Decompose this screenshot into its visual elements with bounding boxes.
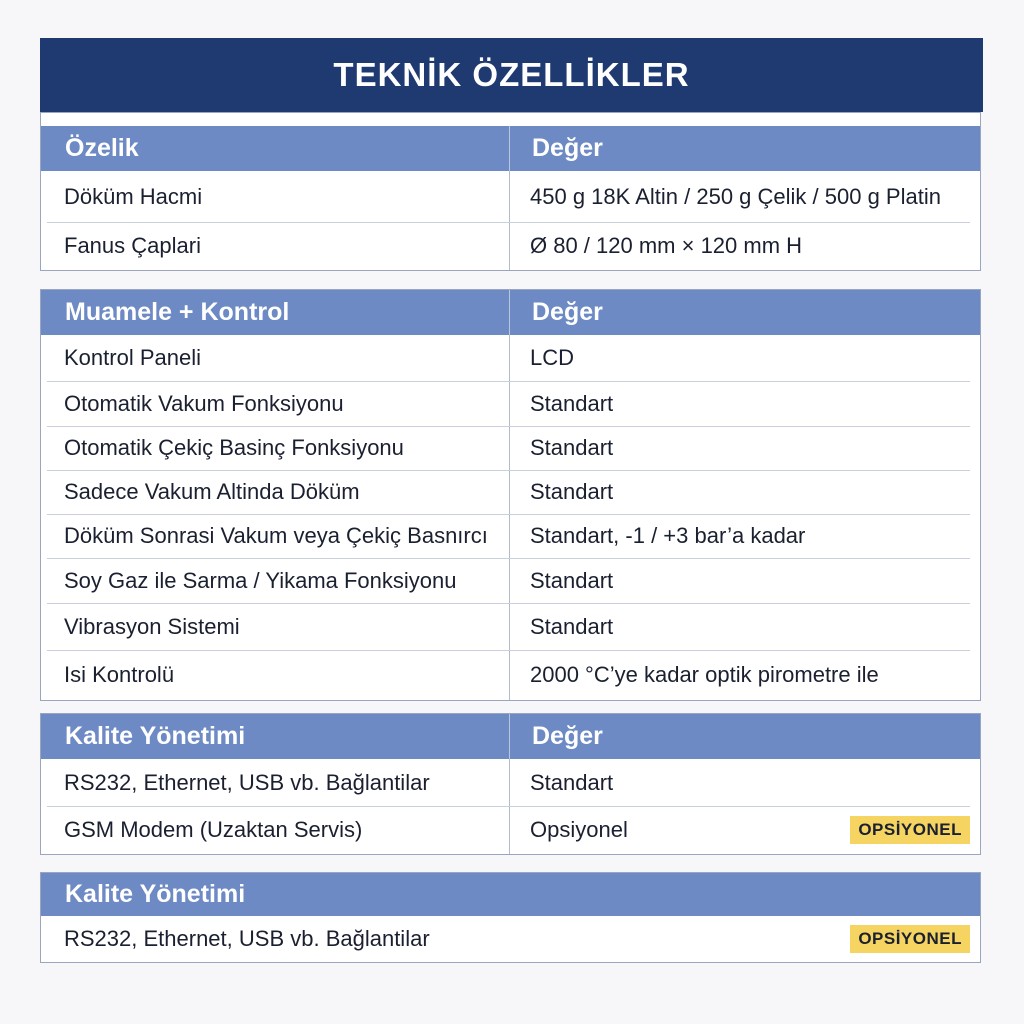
- row-value: Standart: [509, 759, 980, 806]
- row-label: RS232, Ethernet, USB vb. Bağlantilar: [64, 926, 430, 951]
- row-value: Standart: [509, 426, 980, 470]
- section-header: [41, 126, 980, 171]
- section-header: [41, 873, 980, 916]
- row-value: Opsiyonel: [509, 806, 980, 854]
- row-value: 2000 °C’ye kadar optik pirometre ile: [509, 650, 980, 700]
- header-value: Değer: [509, 714, 980, 759]
- table-row: [41, 335, 980, 381]
- row-label: Sadece Vakum Altinda Döküm: [64, 479, 360, 504]
- row-label: Döküm Hacmi: [64, 183, 203, 209]
- header-feature: Kalite Yönetimi: [65, 880, 246, 908]
- table-row: [41, 426, 980, 470]
- row-label: RS232, Ethernet, USB vb. Bağlantilar: [64, 769, 430, 795]
- table-row: [41, 222, 980, 270]
- row-value: Standart: [509, 558, 980, 603]
- row-label: Döküm Sonrasi Vakum veya Çekiç Basnırcı: [64, 523, 488, 548]
- spec-section-general: [40, 112, 981, 271]
- section-top-strip: [41, 113, 980, 126]
- row-label: Otomatik Vakum Fonksiyonu: [64, 390, 344, 416]
- section-header: [41, 290, 980, 335]
- table-row: [41, 806, 980, 854]
- header-value: Değer: [509, 126, 980, 171]
- page-title: TEKNİK ÖZELLİKLER: [40, 38, 983, 112]
- section-header: [41, 714, 980, 759]
- row-value: Standart: [509, 603, 980, 650]
- row-label: Soy Gaz ile Sarma / Yikama Fonksiyonu: [64, 567, 457, 593]
- row-label: Fanus Çaplari: [64, 233, 201, 258]
- row-value: Standart, -1 / +3 bar’a kadar: [509, 514, 980, 558]
- row-label: Kontrol Paneli: [64, 345, 201, 370]
- spec-section-quality: [40, 713, 981, 855]
- table-row: [41, 916, 980, 962]
- table-row: [41, 650, 980, 700]
- row-value: LCD: [509, 335, 980, 381]
- row-value: Standart: [509, 470, 980, 514]
- spec-section-control: [40, 289, 981, 701]
- header-feature: Muamele + Kontrol: [65, 298, 290, 326]
- row-value: 450 g 18K Altin / 250 g Çelik / 500 g Platin: [509, 171, 980, 222]
- header-feature: Kalite Yönetimi: [65, 722, 246, 750]
- table-row: [41, 171, 980, 222]
- table-row: [41, 759, 980, 806]
- row-label: Vibrasyon Sistemi: [64, 613, 240, 639]
- table-row: [41, 514, 980, 558]
- row-label: GSM Modem (Uzaktan Servis): [64, 817, 363, 842]
- header-feature: Özelik: [65, 134, 139, 162]
- spec-section-quality-2: [40, 872, 981, 963]
- table-row: [41, 470, 980, 514]
- row-label: Otomatik Çekiç Basinç Fonksiyonu: [64, 435, 404, 460]
- optional-badge: OPSİYONEL: [850, 816, 970, 844]
- table-row: [41, 558, 980, 603]
- header-value: Değer: [509, 290, 980, 335]
- row-value: Standart: [509, 381, 980, 426]
- row-label: Isi Kontrolü: [64, 662, 175, 687]
- table-row: [41, 381, 980, 426]
- row-value: Ø 80 / 120 mm × 120 mm H: [509, 222, 980, 270]
- table-row: [41, 603, 980, 650]
- optional-badge: OPSİYONEL: [850, 925, 970, 953]
